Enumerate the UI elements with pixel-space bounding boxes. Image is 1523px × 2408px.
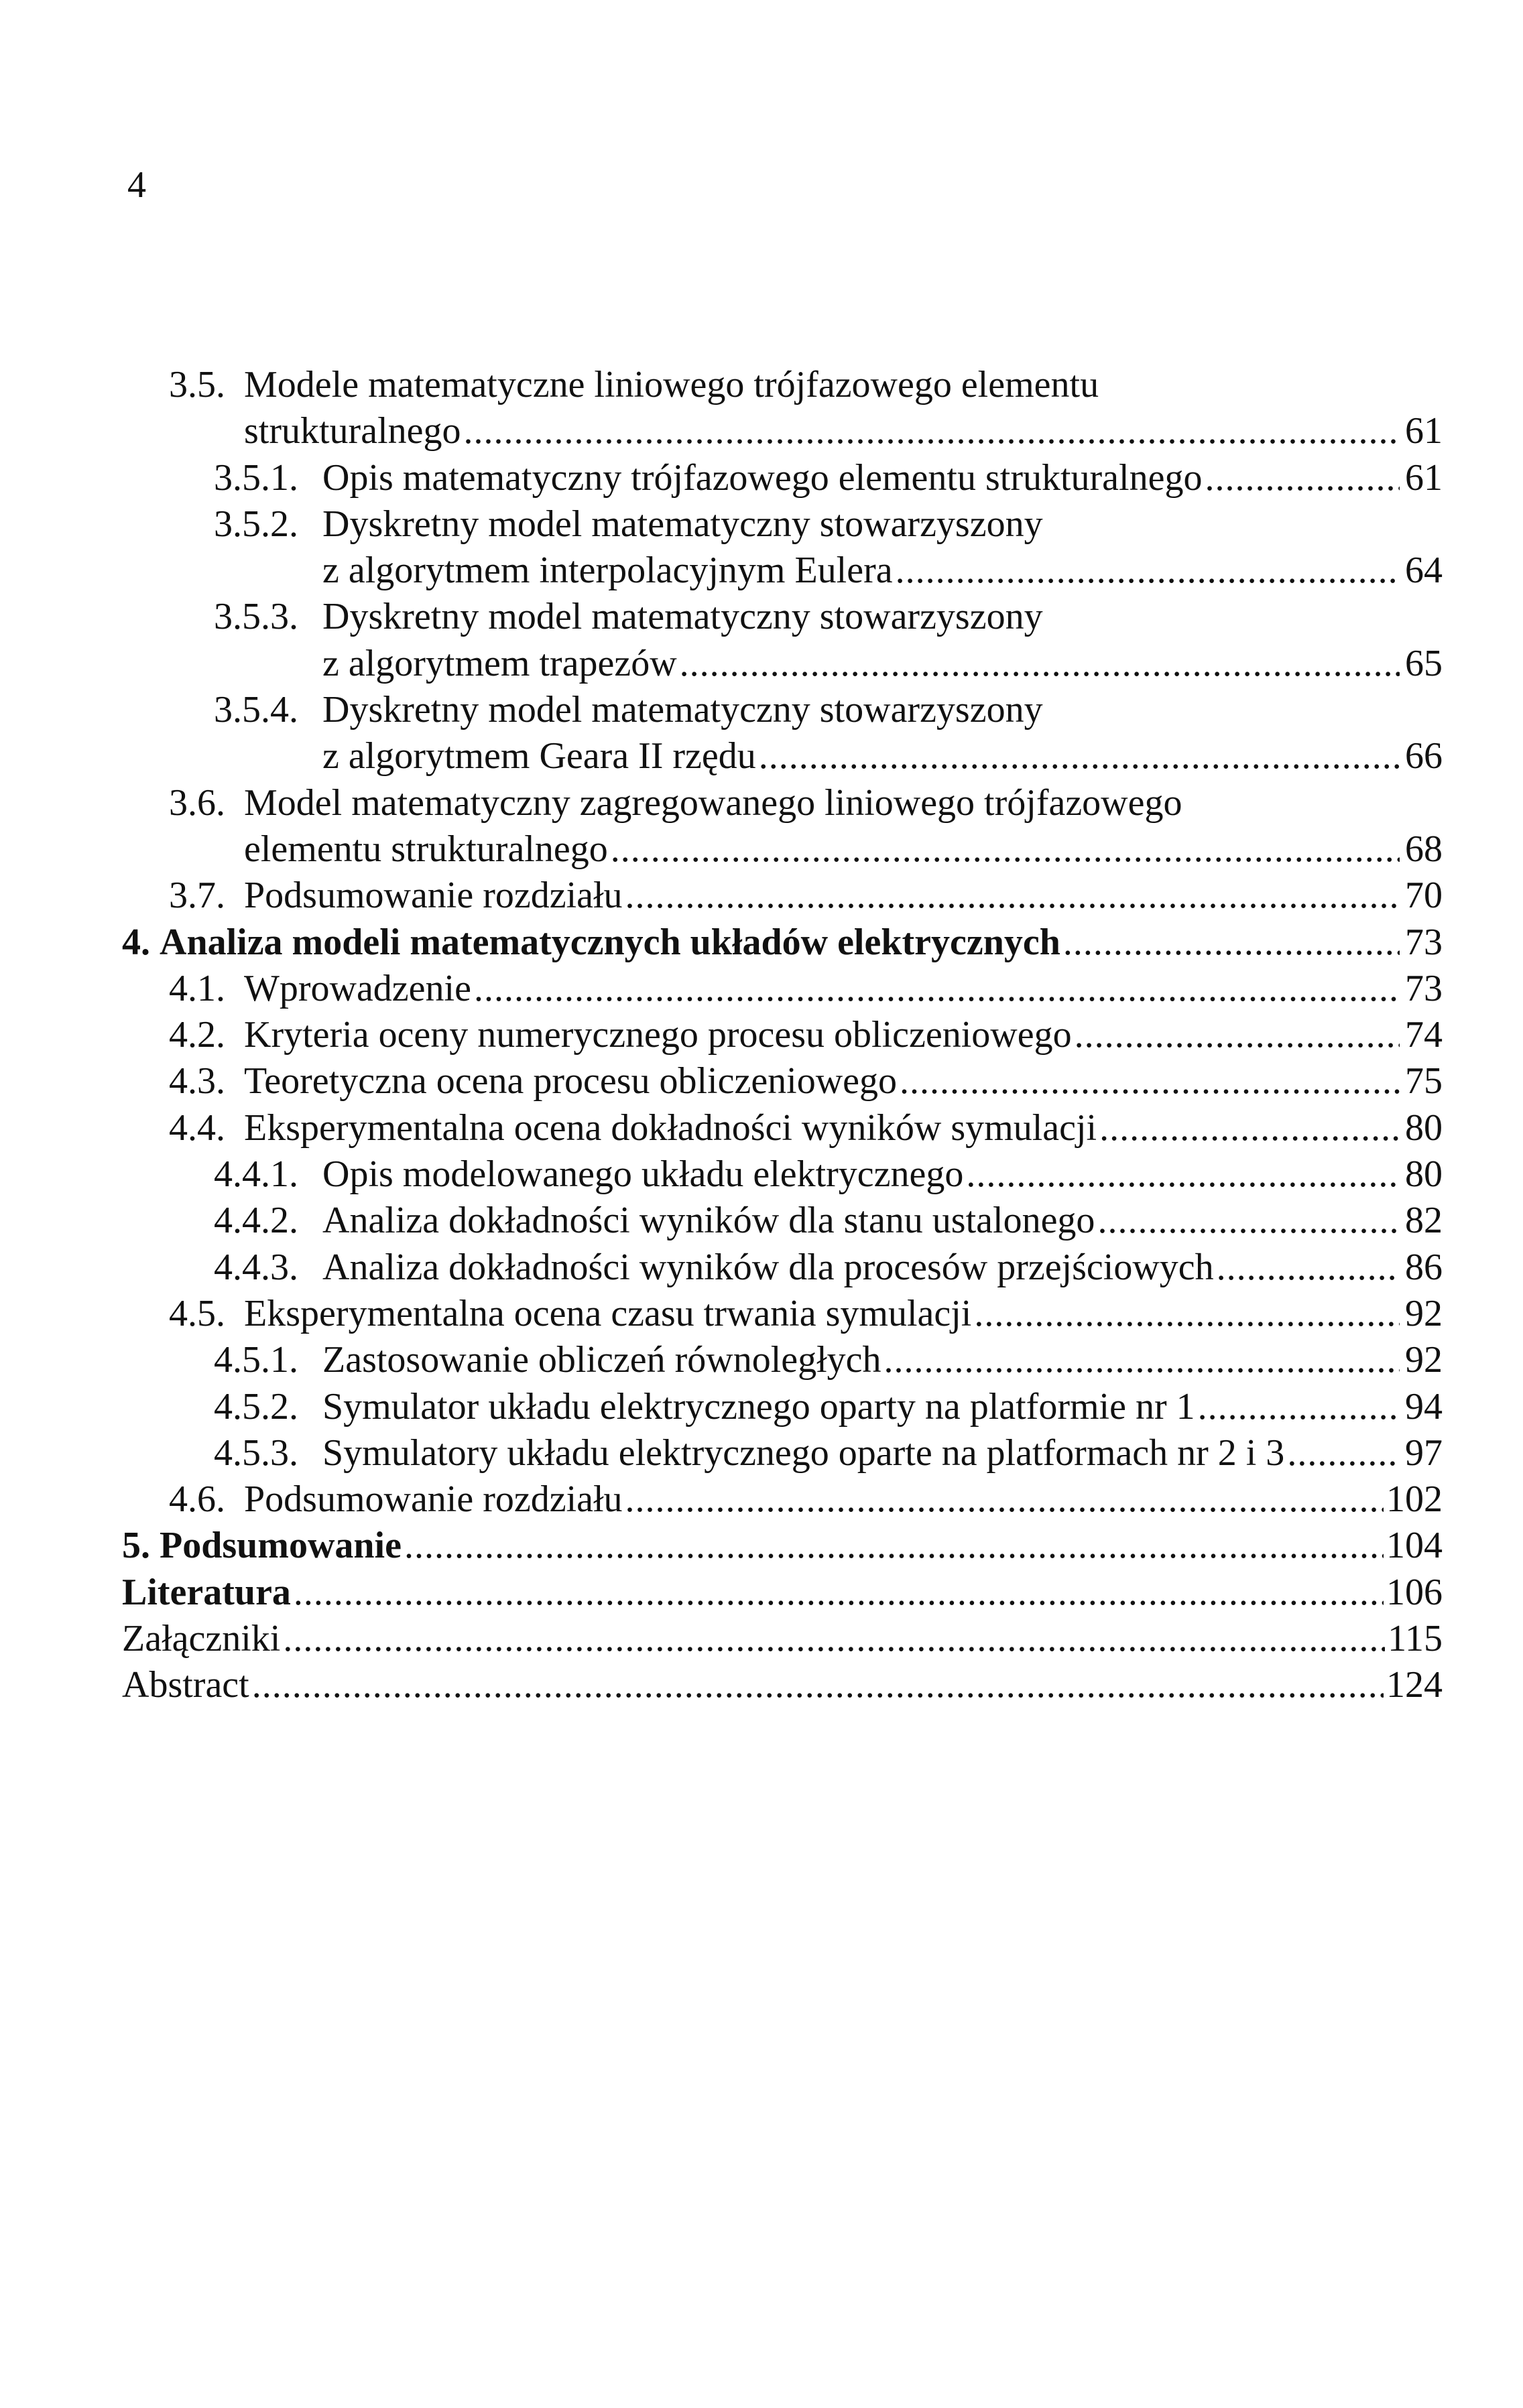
- toc-leader-dots: [1075, 1012, 1400, 1058]
- toc-entry-number: 4.5.2.: [214, 1385, 298, 1428]
- toc-leader-dots: [283, 1616, 1385, 1662]
- toc-entry[interactable]: [122, 1058, 1443, 1104]
- toc-leader-dots: [759, 733, 1400, 779]
- toc-entry-number: 3.6.: [169, 781, 225, 824]
- toc-leader-dots: [974, 1291, 1400, 1337]
- toc-entry-title: z algorytmem Geara II rzędu: [322, 735, 756, 777]
- toc-entry-page: 124: [1386, 1664, 1443, 1706]
- toc-entry-page: 74: [1405, 1014, 1443, 1056]
- toc-entry-title: Teoretyczna ocena procesu obliczeniowego: [244, 1060, 898, 1102]
- toc-entry[interactable]: [122, 826, 1443, 873]
- toc-entry-title: Modele matematyczne liniowego trójfazowego elementu: [244, 364, 1099, 405]
- toc-entry-number: 4.4.: [169, 1106, 225, 1149]
- toc-leader-dots: [625, 1476, 1384, 1523]
- toc-entry-number: 5.: [122, 1525, 150, 1567]
- toc-entry[interactable]: [122, 1245, 1443, 1291]
- toc-leader-dots: [680, 641, 1400, 687]
- toc-leader-dots: [896, 548, 1400, 594]
- toc-entry[interactable]: [122, 1384, 1443, 1430]
- toc-entry-title: Kryteria oceny numerycznego procesu obliczeniowego: [244, 1014, 1072, 1056]
- toc-entry-number: 4.4.3.: [214, 1246, 298, 1288]
- toc-entry-page: 82: [1405, 1200, 1443, 1242]
- toc-entry[interactable]: [122, 1151, 1443, 1198]
- toc-entry-page: 92: [1405, 1339, 1443, 1381]
- toc-entry-number: 4.2.: [169, 1014, 225, 1056]
- toc-entry-page: 68: [1405, 828, 1443, 870]
- page-number: 4: [127, 164, 146, 206]
- toc-entry[interactable]: [122, 455, 1443, 501]
- toc-entry-title: Zastosowanie obliczeń równoległych: [322, 1339, 881, 1381]
- toc-entry[interactable]: [122, 687, 1443, 733]
- toc-entry-title: Dyskretny model matematyczny stowarzyszony: [322, 689, 1043, 731]
- toc-entry-page: 65: [1405, 642, 1443, 684]
- toc-entry-title: Model matematyczny zagregowanego liniowego trójfazowego: [244, 781, 1182, 824]
- toc-entry[interactable]: [122, 1105, 1443, 1151]
- toc-entry-number: 4.3.: [169, 1060, 225, 1102]
- toc-entry[interactable]: [122, 594, 1443, 640]
- toc-entry-number: 4.: [122, 921, 150, 963]
- toc-entry-page: 80: [1405, 1153, 1443, 1196]
- toc-entry-number: 4.1.: [169, 967, 225, 1009]
- toc-entry[interactable]: [122, 1616, 1443, 1662]
- toc-entry-page: 73: [1405, 921, 1443, 963]
- toc-entry-title: Literatura: [122, 1571, 291, 1613]
- toc-entry-page: 61: [1405, 456, 1443, 499]
- toc-entry-title: Dyskretny model matematyczny stowarzyszony: [322, 503, 1043, 545]
- toc-entry-number: 4.5.3.: [214, 1432, 298, 1474]
- toc-leader-dots: [1099, 1105, 1400, 1151]
- toc-entry-page: 86: [1405, 1246, 1443, 1288]
- toc-entry-title: z algorytmem interpolacyjnym Eulera: [322, 550, 893, 592]
- toc-entry-page: 115: [1388, 1618, 1443, 1660]
- toc-entry[interactable]: [122, 548, 1443, 594]
- toc-entry-number: 3.5.: [169, 364, 225, 405]
- toc-entry[interactable]: [122, 1337, 1443, 1383]
- toc-entry-number: 4.6.: [169, 1478, 225, 1521]
- toc-entry-number: 4.5.1.: [214, 1339, 298, 1381]
- toc-leader-dots: [1287, 1430, 1400, 1476]
- toc-entry[interactable]: [122, 780, 1443, 826]
- toc-entry-number: 3.5.2.: [214, 503, 298, 545]
- toc-entry-title: elementu strukturalnego: [244, 828, 608, 870]
- toc-leader-dots: [884, 1337, 1400, 1383]
- toc-entry-title: Wprowadzenie: [244, 967, 471, 1009]
- toc-entry-title: Analiza modeli matematycznych układów elektrycznych: [160, 921, 1060, 963]
- toc-entry[interactable]: [122, 1476, 1443, 1523]
- toc-entry-page: 61: [1405, 410, 1443, 452]
- toc-leader-dots: [1217, 1245, 1400, 1291]
- toc-entry-title: Abstract: [122, 1664, 249, 1706]
- toc-entry-page: 80: [1405, 1106, 1443, 1149]
- toc-entry-title: Dyskretny model matematyczny stowarzyszony: [322, 596, 1043, 638]
- toc-entry-page: 70: [1405, 875, 1443, 917]
- toc-entry-page: 66: [1405, 735, 1443, 777]
- toc-entry-number: 4.5.: [169, 1292, 225, 1334]
- toc-entry[interactable]: [122, 501, 1443, 548]
- toc-entry-number: 4.4.2.: [214, 1200, 298, 1242]
- toc-entry-number: 3.5.3.: [214, 596, 298, 638]
- toc-entry-title: Podsumowanie rozdziału: [244, 1478, 623, 1521]
- toc-leader-dots: [1198, 1384, 1400, 1430]
- toc-leader-dots: [1097, 1198, 1400, 1244]
- toc-entry-page: 73: [1405, 967, 1443, 1009]
- toc-entry-title: Podsumowanie: [160, 1525, 402, 1567]
- toc-entry[interactable]: [122, 1570, 1443, 1616]
- toc-entry[interactable]: [122, 1012, 1443, 1058]
- toc-entry-number: 4.4.1.: [214, 1153, 298, 1196]
- toc-leader-dots: [611, 826, 1400, 873]
- toc-entry[interactable]: [122, 966, 1443, 1012]
- toc-entry[interactable]: [122, 1523, 1443, 1569]
- toc-entry[interactable]: [122, 1430, 1443, 1476]
- toc-entry[interactable]: [122, 408, 1443, 454]
- toc-leader-dots: [474, 966, 1400, 1012]
- toc-entry-number: 3.7.: [169, 875, 225, 917]
- toc-entry-number: 3.5.4.: [214, 689, 298, 731]
- table-of-contents: [122, 362, 1443, 1709]
- toc-entry-page: 75: [1405, 1060, 1443, 1102]
- toc-entry-page: 94: [1405, 1385, 1443, 1428]
- toc-leader-dots: [966, 1151, 1400, 1198]
- toc-leader-dots: [463, 408, 1400, 454]
- toc-entry-title: Analiza dokładności wyników dla stanu ustalonego: [322, 1200, 1095, 1242]
- toc-leader-dots: [625, 873, 1400, 919]
- toc-entry[interactable]: [122, 1198, 1443, 1244]
- toc-entry[interactable]: [122, 873, 1443, 919]
- toc-entry[interactable]: [122, 362, 1443, 408]
- toc-leader-dots: [404, 1523, 1384, 1569]
- toc-entry-title: Eksperymentalna ocena czasu trwania symulacji: [244, 1292, 972, 1334]
- toc-entry-title: strukturalnego: [244, 410, 461, 452]
- toc-entry-title: Podsumowanie rozdziału: [244, 875, 623, 917]
- toc-entry-page: 97: [1405, 1432, 1443, 1474]
- toc-entry-page: 104: [1386, 1525, 1443, 1567]
- toc-leader-dots: [294, 1570, 1384, 1616]
- toc-entry-title: Eksperymentalna ocena dokładności wyników symulacji: [244, 1106, 1097, 1149]
- toc-entry-title: Analiza dokładności wyników dla procesów przejściowych: [322, 1246, 1214, 1288]
- toc-entry[interactable]: [122, 641, 1443, 687]
- toc-leader-dots: [252, 1662, 1384, 1708]
- toc-entry-page: 102: [1386, 1478, 1443, 1521]
- toc-entry-title: Opis matematyczny trójfazowego elementu strukturalnego: [322, 456, 1203, 499]
- toc-entry-page: 64: [1405, 550, 1443, 592]
- toc-entry[interactable]: [122, 733, 1443, 779]
- toc-entry-title: Symulatory układu elektrycznego oparte na platformach nr 2 i 3: [322, 1432, 1285, 1474]
- toc-leader-dots: [900, 1058, 1400, 1104]
- toc-entry[interactable]: [122, 1662, 1443, 1708]
- toc-entry-title: Opis modelowanego układu elektrycznego: [322, 1153, 964, 1196]
- toc-entry-page: 92: [1405, 1292, 1443, 1334]
- toc-entry-page: 106: [1386, 1571, 1443, 1613]
- toc-entry[interactable]: [122, 1291, 1443, 1337]
- toc-leader-dots: [1063, 920, 1400, 966]
- toc-entry-title: Załączniki: [122, 1618, 281, 1660]
- toc-leader-dots: [1205, 455, 1400, 501]
- toc-entry-title: Symulator układu elektrycznego oparty na platformie nr 1: [322, 1385, 1195, 1428]
- toc-entry-title: z algorytmem trapezów: [322, 642, 677, 684]
- toc-entry[interactable]: [122, 920, 1443, 966]
- toc-entry-number: 3.5.1.: [214, 456, 298, 499]
